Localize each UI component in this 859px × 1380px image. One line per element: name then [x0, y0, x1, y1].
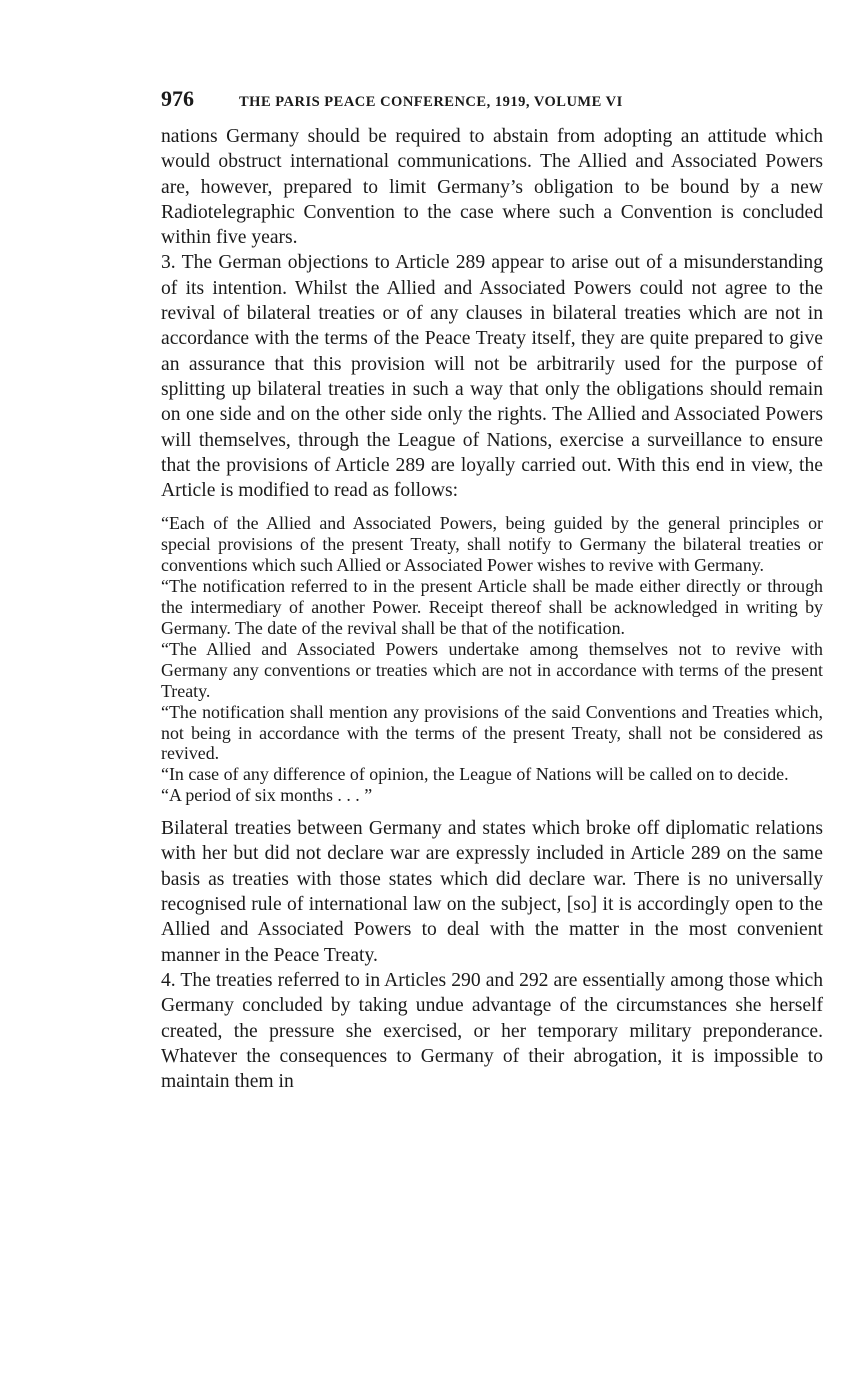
paragraph-bilateral-treaties: Bilateral treaties between Germany and states which broke off diplomatic relations with her but did not declare war are expressly included in Article 289 on the same basis as treaties with those states which did declare war. There is no universally recognised rule of international law on the subject, [so] it is accordingly open to the Allied and Associated Powers to deal with the matter in the most convenient manner in the Peace Treaty.: [161, 818, 823, 966]
document-page: [161, 86, 823, 1094]
quote-paragraph: “The notification shall mention any provisions of the said Conventions and Treaties which, not being in accordance with the terms of the present Treaty, shall not be considered as revived.: [161, 701, 823, 764]
running-head: THE PARIS PEACE CONFERENCE, 1919, VOLUME VI: [239, 94, 623, 110]
paragraph-continuation: nations Germany should be required to abstain from adopting an attitude which would obstruct international communications. The Allied and Associated Powers are, however, prepared to limit Germany’s obligation to be bound by a new Radiotelegraphic Convention to the case where such a Convention is concluded within five years.: [161, 126, 823, 249]
article-quote: [161, 513, 823, 806]
page-number: 976: [161, 86, 194, 111]
quote-paragraph: “The Allied and Associated Powers undertake among themselves not to revive with Germany any conventions or treaties which are not in accordance with terms of the present Treaty.: [161, 638, 823, 701]
paragraph-section-3: 3. The German objections to Article 289 appear to arise out of a misunderstanding of its intention. Whilst the Allied and Associated Powers could not agree to the revival of bilateral treaties or of any clauses in bilateral treaties which are not in accordance with the terms of the Peace Treaty itself, they are quite prepared to give an assurance that this provision will not be arbitrarily used for the purpose of splitting up bilateral treaties in such a way that only the obligations should remain on one side and on the other side only the rights. The Allied and Associated Powers will themselves, through the League of Nations, exercise a surveillance to ensure that the provisions of Article 289 are loyally carried out. With this end in view, the Article is modified to read as follows:: [161, 252, 823, 502]
paragraph-section-4: 4. The treaties referred to in Articles 290 and 292 are essentially among those which Germany concluded by taking undue advantage of the circumstances she herself created, the pressure she exercised, or her temporary military preponderance. Whatever the consequences to Germany of their abrogation, it is impossible to maintain them in: [161, 969, 823, 1093]
quote-paragraph: “The notification referred to in the present Article shall be made either directly or through the intermediary of another Power. Receipt thereof shall be acknowledged in writing by Germany. The date of the revival shall be that of the notification.: [161, 576, 823, 638]
quote-paragraph: “In case of any difference of opinion, the League of Nations will be called on to decide.: [161, 764, 789, 785]
quote-paragraph: “Each of the Allied and Associated Powers, being guided by the general principles or special provisions of the present Treaty, shall notify to Germany the bilateral treaties or conventions which such Allied or Associated Power wishes to revive with Germany.: [161, 513, 823, 576]
page-header: [161, 86, 823, 114]
body-text-continued: [161, 816, 823, 1094]
body-text: [161, 124, 823, 503]
quote-paragraph: “A period of six months . . . ”: [161, 785, 373, 806]
